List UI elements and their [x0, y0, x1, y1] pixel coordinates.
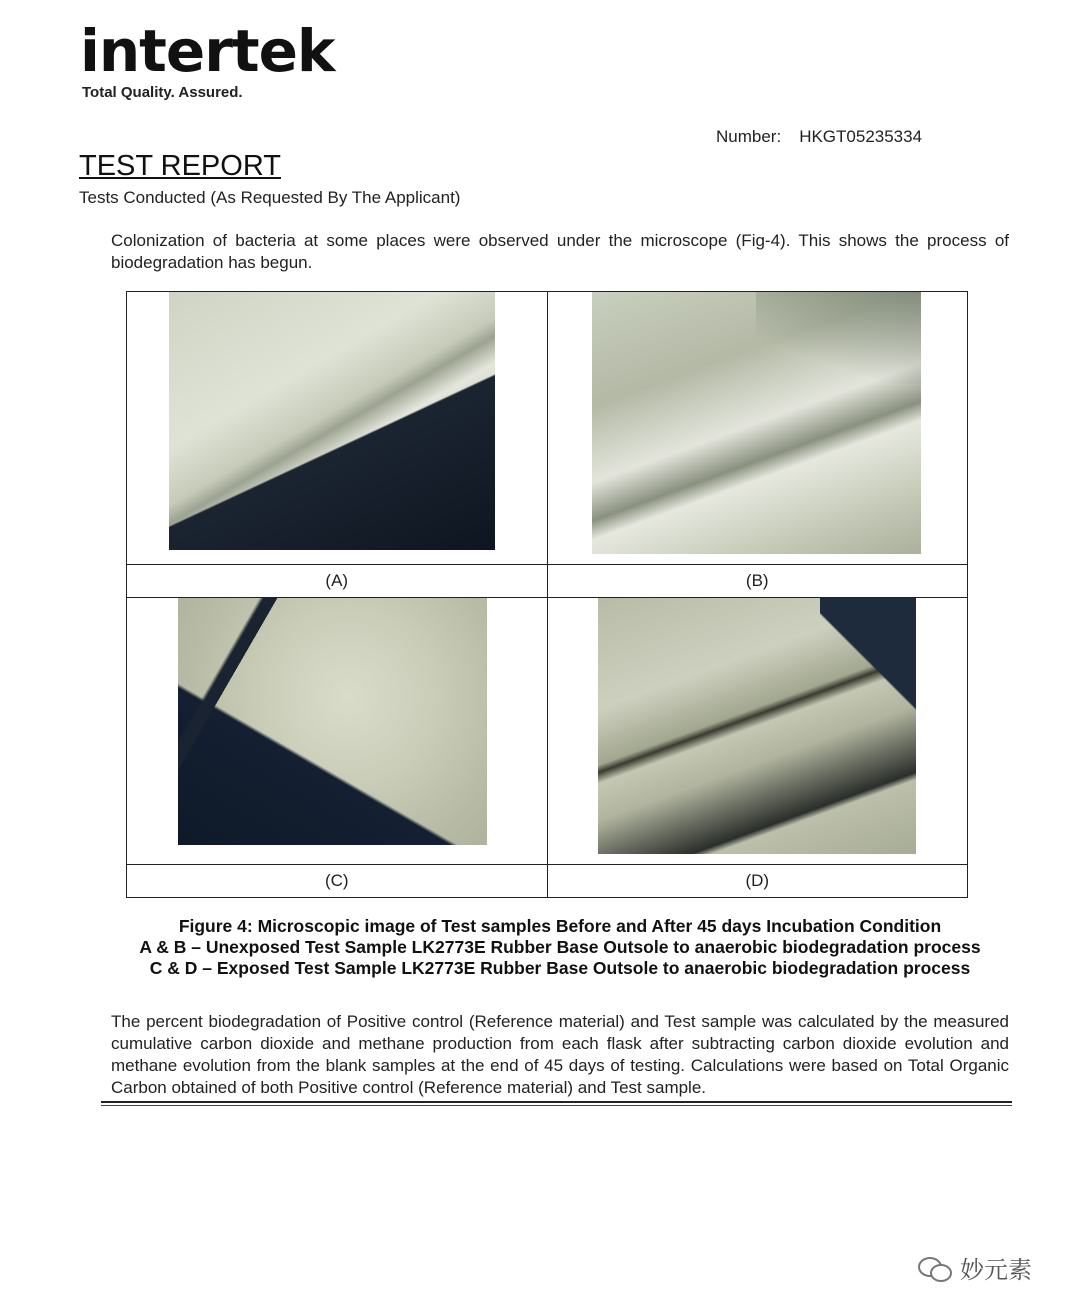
figure-cell-b: [547, 292, 968, 565]
divider-line: [101, 1101, 1012, 1103]
figure-label-a: (A): [127, 565, 548, 598]
number-label: Number:: [716, 127, 782, 146]
figure-caption: [80, 916, 1040, 979]
logo-tagline: Total Quality. Assured.: [82, 84, 243, 101]
figure-cell-a: [127, 292, 548, 565]
report-title: TEST REPORT: [79, 150, 281, 182]
closing-paragraph: The percent biodegradation of Positive control (Reference material) and Test sample was calculated by the measured cumulative carbon dioxide and methane production from each flask after subtracting carbon dioxide evolution and methane evolution from the blank samples at the end of 45 days of testing. Calculations were based on Total Organic Carbon obtained of both Positive control (Reference material) and Test sample.: [111, 1012, 1009, 1097]
watermark: [918, 1250, 1032, 1285]
figure-label-b: (B): [547, 565, 968, 598]
watermark-text: 妙元素: [960, 1257, 1032, 1284]
figure-caption-line: Figure 4: Microscopic image of Test samples Before and After 45 days Incubation Condition: [178, 916, 942, 936]
figure-label-d: (D): [547, 865, 968, 898]
intertek-logo: intertek: [80, 17, 335, 85]
micrograph-b: [592, 292, 921, 554]
micrograph-d: [598, 598, 916, 854]
figure-label-c: (C): [127, 865, 548, 898]
divider-line: [101, 1105, 1012, 1106]
number-value: HKGT05235334: [799, 127, 923, 146]
figure-table: [126, 291, 968, 898]
report-number: [716, 127, 922, 147]
micrograph-c: [178, 598, 487, 845]
report-subtitle: Tests Conducted (As Requested By The Applicant): [79, 188, 461, 207]
figure-cell-d: [547, 598, 968, 865]
micrograph-a: [169, 292, 495, 550]
figure-caption-line: C & D – Exposed Test Sample LK2773E Rubber Base Outsole to anaerobic biodegradation process: [149, 958, 971, 978]
figure-cell-c: [127, 598, 548, 865]
wechat-icon: [918, 1255, 952, 1281]
intro-paragraph: Colonization of bacteria at some places were observed under the microscope (Fig-4). This shows the process of biodegradation has begun.: [111, 231, 1009, 272]
figure-caption-line: A & B – Unexposed Test Sample LK2773E Rubber Base Outsole to anaerobic biodegradation process: [139, 937, 981, 957]
